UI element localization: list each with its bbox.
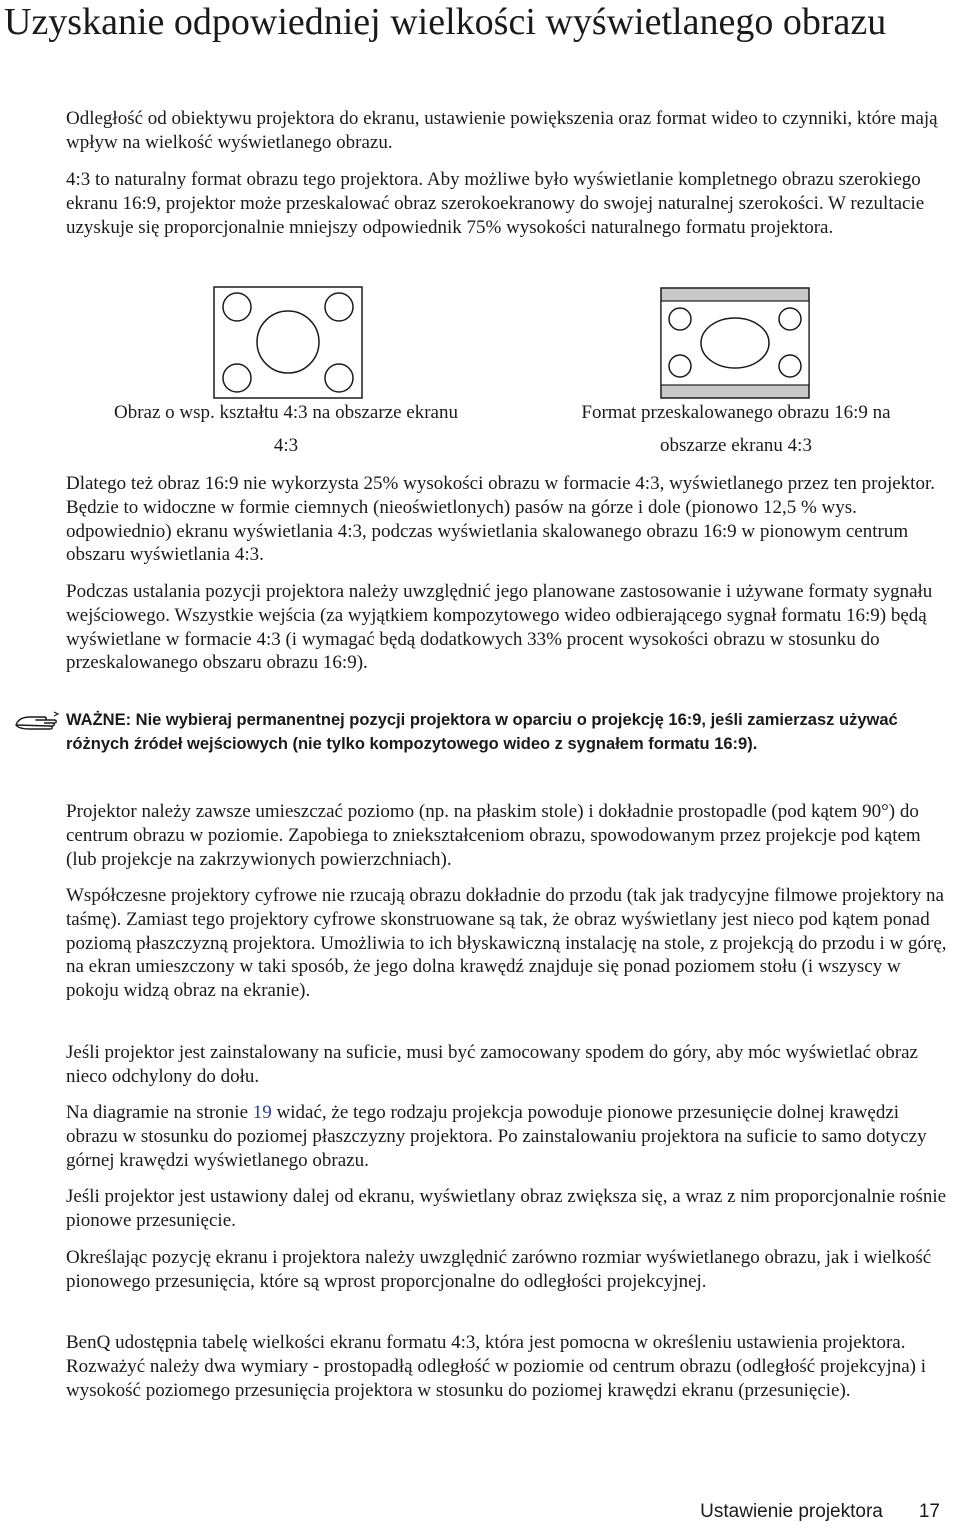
figure-left-caption [60, 396, 512, 462]
important-note: WAŻNE: Nie wybieraj permanentnej pozycji projektora w oparciu o projekcję 16:9, jeśli zamierzasz używać różnych źródeł wejściowych (nie tylko kompozytowego wideo z sygnałem formatu 16:9). [66, 711, 898, 753]
paragraph-11: BenQ udostępnia tabelę wielkości ekranu formatu 4:3, która jest pomocna w określeniu ustawienia projektora. Rozważyć należy dwa wymiary - prostopadłą odległość w poziomie od centrum obrazu (odległość projekcyjna) i wysokość poziomego przesunięcia projektora w stosunku do poziomej krawędzi ekranu (przesunięcie). [66, 1332, 926, 1401]
page-footer [700, 1500, 940, 1524]
figure-left-caption-line-1: Obraz o wsp. kształtu 4:3 na obszarze ekranu [114, 402, 458, 423]
footer-page-number: 17 [918, 1501, 940, 1522]
test-circle-top-left [669, 308, 691, 330]
paragraph-4: Podczas ustalania pozycji projektora należy uwzględnić jego planowane zastosowanie i używane formaty sygnału wejściowego. Wszystkie wejścia (za wyjątkiem kompozytowego wideo odbierającego sygnał formatu 16:9) będą wyświetlane w formacie 4:3 (i wymagać będą dodatkowych 33% procent wysokości obrazu w stosunku do przeskalowanego obszaru obrazu 16:9). [66, 581, 933, 674]
figure-right-caption-line-1: Format przeskalowanego obrazu 16:9 na [581, 402, 891, 423]
paragraph-9: Jeśli projektor jest ustawiony dalej od ekranu, wyświetlany obraz zwiększa się, a wraz z nim proporcjonalnie rośnie pionowe przesunięcie. [66, 1186, 947, 1231]
figure-4x3-illustration [213, 286, 363, 399]
paragraph-8 [66, 1101, 954, 1172]
test-circle-bottom-right [325, 364, 353, 392]
test-circle-bottom-right [779, 355, 801, 377]
test-circle-bottom-left [669, 355, 691, 377]
note-hand-icon [14, 709, 60, 738]
page-19-link[interactable]: 19 [252, 1102, 272, 1123]
figure-4x3-screen [213, 286, 363, 399]
paragraph-8-before-link: Na diagramie na stronie [66, 1102, 253, 1123]
paragraph-5: Projektor należy zawsze umieszczać poziomo (np. na płaskim stole) i dokładnie prostopadle (pod kątem 90°) do centrum obrazu w poziomie. Zapobiega to zniekształceniom obrazu, spowodowanym przez projekcje pod kątem (lub projekcje na zakrzywionych powierzchniach). [66, 801, 921, 870]
intro-paragraph-1: Odległość od obiektywu projektora do ekranu, ustawienie powiększenia oraz format wideo to czynniki, które mają wpływ na wielkość wyświetlanego obrazu. [66, 108, 938, 153]
test-circle-bottom-left [223, 364, 251, 392]
page-title: Uzyskanie odpowiedniej wielkości wyświetlanego obrazu [4, 1, 887, 43]
note-hand-icon-graphic [14, 709, 60, 733]
paragraph-6: Współczesne projektory cyfrowe nie rzucają obrazu dokładnie do przodu (tak jak tradycyjne filmowe projektory na taśmę). Zamiast tego projektory cyfrowe skonstruowane są tak, że obraz wyświetlany jest nieco pod kątem ponad poziomą płaszczyzną projektora. Umożliwia to ich błyskawiczną instalację na stole, z projekcją do przodu i w górę, na ekran umieszczony w taki sposób, że jego dolna krawędź znajduje się ponad poziomem stołu (i wszyscy w pokoju widzą obraz na ekranie). [66, 885, 947, 1002]
test-circle-center [257, 311, 319, 373]
test-circle-top-right [779, 308, 801, 330]
figure-16x9-illustration [660, 287, 810, 399]
figure-right-caption [520, 396, 952, 462]
paragraph-7: Jeśli projektor jest zainstalowany na suficie, musi być zamocowany spodem do góry, aby móc wyświetlać obraz nieco odchylony do dołu. [66, 1042, 918, 1087]
paragraph-8-after-link: widać, że tego rodzaju projekcja powoduje pionowe przesunięcie dolnej krawędzi obrazu w stosunku do poziomej płaszczyzny projektora. Po zainstalowaniu projektora na suficie to samo dotyczy górnej krawędzi wyświetlanego obrazu. [66, 1102, 927, 1171]
footer-section-title: Ustawienie projektora [700, 1501, 883, 1522]
figure-left-caption-line-2: 4:3 [273, 435, 299, 456]
figure-right-caption-line-2: obszarze ekranu 4:3 [660, 435, 812, 456]
test-circle-top-left [223, 293, 251, 321]
paragraph-10: Określając pozycję ekranu i projektora należy uwzględnić zarówno rozmiar wyświetlanego obrazu, jak i wielkość pionowego przesunięcia, które są wprost proporcjonalne do odległości projekcyjnej. [66, 1247, 932, 1292]
paragraph-3: Dlatego też obraz 16:9 nie wykorzysta 25% wysokości obrazu w formacie 4:3, wyświetlanego przez ten projektor. Będzie to widoczne w formie ciemnych (nieoświetlonych) pasów na górze i dole (pionowo 12,5 % wys. odpowiednio) ekranu wyświetlania 4:3, podczas wyświetlania skalowanego obrazu 16:9 w pionowym centrum obszaru wyświetlania 4:3. [66, 473, 935, 566]
intro-paragraph-2: 4:3 to naturalny format obrazu tego projektora. Aby możliwe było wyświetlanie kompletnego obrazu szerokiego ekranu 16:9, projektor może przeskalować obraz szerokoekranowy do swojej naturalnej szerokości. W rezultacie uzyskuje się proporcjonalnie mniejszy odpowiednik 75% wysokości naturalnego formatu projektora. [66, 169, 925, 238]
test-circle-top-right [325, 293, 353, 321]
test-ellipse-center [701, 318, 769, 368]
figure-16x9-letterbox [660, 287, 810, 399]
